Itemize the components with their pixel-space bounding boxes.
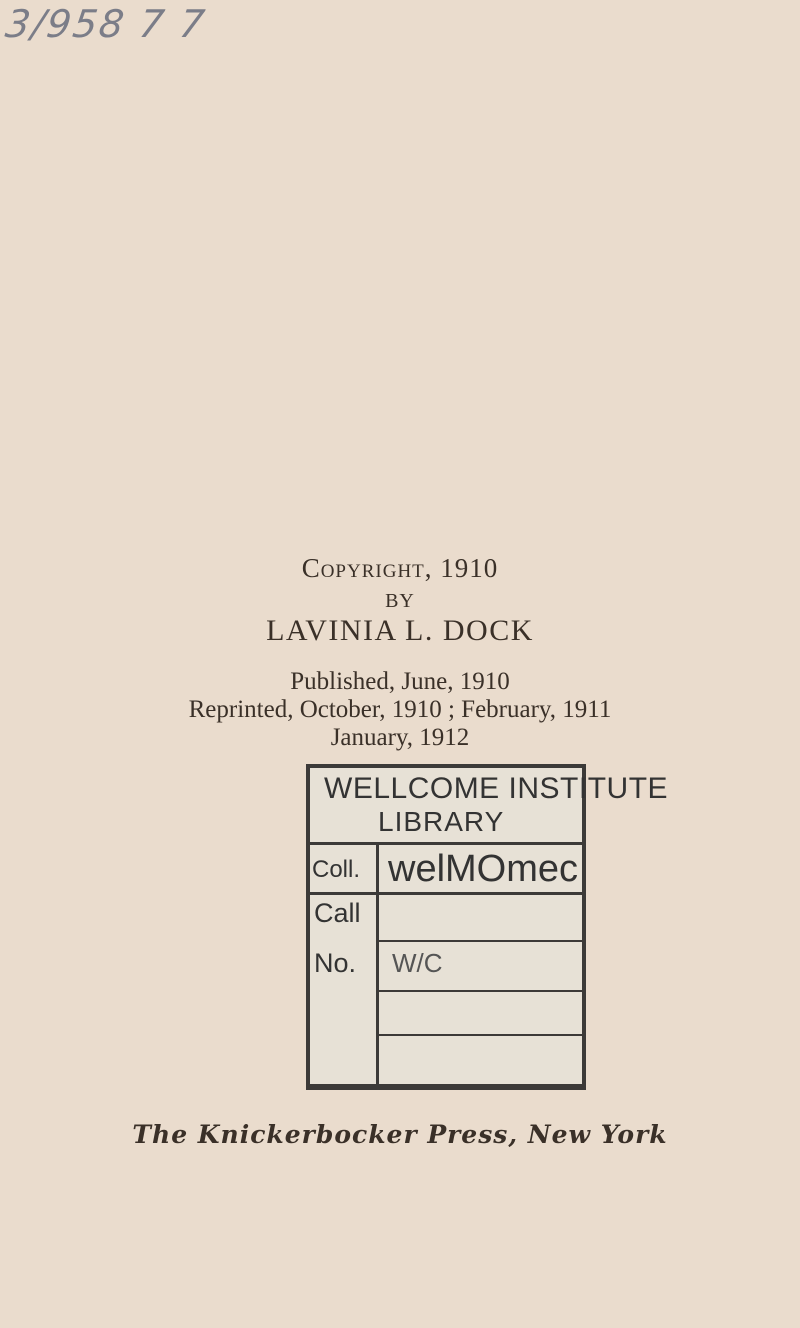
by-line: BY <box>385 590 415 612</box>
copyright-line: Copyright, 1910 <box>301 553 499 583</box>
publication-line-1: Published, June, 1910 <box>290 668 510 695</box>
publication-line-3: January, 1912 <box>330 724 470 751</box>
stamp-rule <box>310 892 582 895</box>
stamp-rule <box>376 990 582 992</box>
stamp-coll-label: Coll. <box>312 856 361 883</box>
handwritten-shelf-number: 3/958 7 7 <box>2 2 210 46</box>
stamp-institute: WELLCOME INSTITUTE <box>324 772 669 805</box>
stamp-rule <box>310 842 582 845</box>
publication-line-2: Reprinted, October, 1910 ; February, 1911 <box>188 696 612 723</box>
stamp-rule <box>376 1034 582 1036</box>
stamp-rule <box>376 940 582 942</box>
stamp-rule <box>310 1084 582 1086</box>
stamp-no-label: No. <box>314 948 357 978</box>
library-stamp <box>306 764 669 1090</box>
stamp-coll-value: welMOmec <box>388 848 579 890</box>
stamp-no-value: W/C <box>392 948 443 978</box>
stamp-library: LIBRARY <box>378 806 505 837</box>
author-name: LAVINIA L. DOCK <box>266 614 534 647</box>
stamp-divider <box>376 845 379 1086</box>
publisher-imprint: The Knickerbocker Press, New York <box>132 1120 668 1149</box>
stamp-call-label: Call <box>314 898 361 928</box>
